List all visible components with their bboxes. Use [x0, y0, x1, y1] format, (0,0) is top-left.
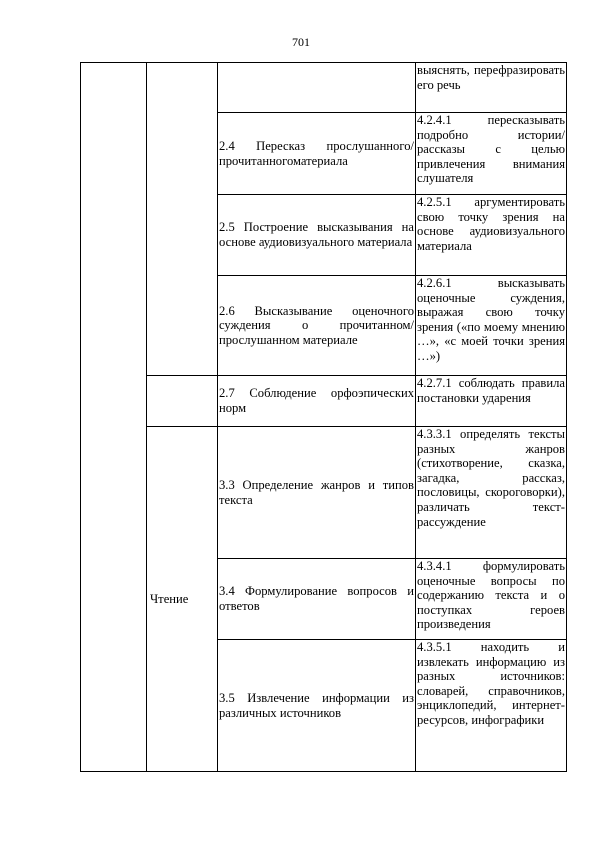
- topic-cell: 2.4 Пересказ прослушанного/ прочитанногоматериала: [218, 113, 416, 195]
- subject-cell-empty: [147, 63, 218, 376]
- outcome-cell: 4.3.3.1 определять тексты разных жанров (стихотворение, сказка, загадка, рассказ, пословицы, скороговорки), различать текст-рассуждение: [416, 427, 567, 559]
- topic-cell: 3.4 Формулирование вопросов и ответов: [218, 559, 416, 640]
- table-row: [81, 427, 567, 559]
- page-number: 701: [292, 35, 310, 49]
- outcome-cell: 4.2.7.1 соблюдать правила постановки ударения: [416, 376, 567, 427]
- outcome-cell: 4.2.6.1 высказывать оценочные суждения, выражая свою точку зрения («по моему мнению …», «с моей точки зрения …»): [416, 276, 567, 376]
- outcome-cell: 4.2.4.1 пересказывать подробно истории/рассказы с целью привлечения внимания слушателя: [416, 113, 567, 195]
- subject-cell-reading: Чтение: [147, 427, 218, 772]
- blank-column-cell: [81, 63, 147, 772]
- topic-cell: 3.5 Извлечение информации из различных источников: [218, 640, 416, 772]
- topic-cell: 2.7 Соблюдение орфоэпических норм: [218, 376, 416, 427]
- table-row: [81, 63, 567, 113]
- table-row: [81, 376, 567, 427]
- topic-cell: [218, 63, 416, 113]
- outcome-cell: 4.3.5.1 находить и извлекать информацию из разных источников: словарей, справочников, энциклопедий, интернет-ресурсов, инфографики: [416, 640, 567, 772]
- outcome-cell: 4.2.5.1 аргументировать свою точку зрения на основе аудиовизуального материала: [416, 195, 567, 276]
- curriculum-table: [80, 62, 567, 772]
- subject-cell-empty: [147, 376, 218, 427]
- outcome-cell: выяснять, перефразировать его речь: [416, 63, 567, 113]
- topic-cell: 3.3 Определение жанров и типов текста: [218, 427, 416, 559]
- topic-cell: 2.5 Построение высказывания на основе аудиовизуального материала: [218, 195, 416, 276]
- topic-cell: 2.6 Высказывание оценочного суждения о прочитанном/ прослушанном материале: [218, 276, 416, 376]
- outcome-cell: 4.3.4.1 формулировать оценочные вопросы по содержанию текста и о поступках героев произведения: [416, 559, 567, 640]
